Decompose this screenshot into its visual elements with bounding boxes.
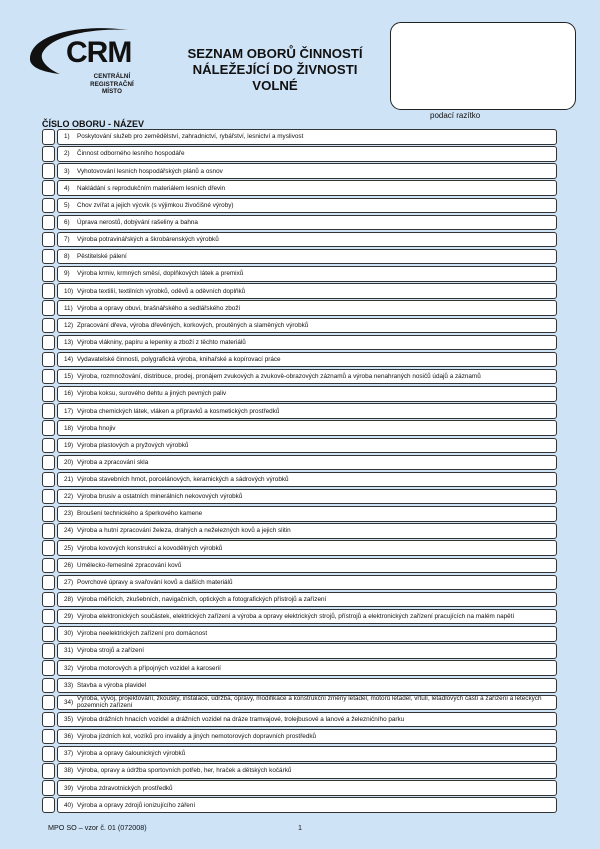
selection-box[interactable] <box>42 420 55 436</box>
table-row <box>42 198 557 214</box>
selection-box[interactable] <box>42 746 55 762</box>
activity-number: 25) <box>64 544 74 552</box>
activity-name: Výroba drážních hnacích vozidel a drážních vozidel na dráze tramvajové, trolejbusové a lanové a železničního parku <box>77 716 405 724</box>
activity-cell <box>57 129 557 145</box>
table-row <box>42 472 557 488</box>
selection-box[interactable] <box>42 540 55 556</box>
page-title <box>170 46 380 94</box>
selection-box[interactable] <box>42 438 55 454</box>
table-row <box>42 249 557 265</box>
activity-number: 22) <box>64 493 74 501</box>
selection-box[interactable] <box>42 318 55 334</box>
table-row <box>42 455 557 471</box>
selection-box[interactable] <box>42 472 55 488</box>
activity-cell <box>57 335 557 351</box>
activity-cell <box>57 403 557 419</box>
selection-box[interactable] <box>42 403 55 419</box>
selection-box[interactable] <box>42 266 55 282</box>
table-row <box>42 129 557 145</box>
activity-number: 28) <box>64 596 74 604</box>
selection-box[interactable] <box>42 609 55 625</box>
activity-name: Pěstitelské pálení <box>77 253 127 261</box>
selection-box[interactable] <box>42 678 55 694</box>
activity-cell <box>57 592 557 608</box>
activity-cell <box>57 232 557 248</box>
activity-number: 15) <box>64 373 74 381</box>
table-row <box>42 146 557 162</box>
activity-number: 37) <box>64 750 74 758</box>
activity-cell <box>57 678 557 694</box>
selection-box[interactable] <box>42 146 55 162</box>
activity-number: 10) <box>64 287 74 295</box>
table-row <box>42 678 557 694</box>
activity-number: 14) <box>64 356 74 364</box>
activity-cell <box>57 506 557 522</box>
selection-box[interactable] <box>42 523 55 539</box>
logo-subtitle-line1: CENTRÁLNÍ <box>93 73 131 80</box>
activity-name: Výroba a opravy čalounických výrobků <box>77 750 186 758</box>
activity-cell <box>57 180 557 196</box>
logo-text: CRM <box>66 36 132 69</box>
activity-cell <box>57 386 557 402</box>
table-row <box>42 695 557 711</box>
form-id: MPO SO – vzor č. 01 (072008) <box>48 823 147 832</box>
activity-cell <box>57 575 557 591</box>
table-row <box>42 506 557 522</box>
activity-number: 35) <box>64 716 74 724</box>
activity-number: 5) <box>64 201 70 209</box>
table-row <box>42 780 557 796</box>
selection-box[interactable] <box>42 489 55 505</box>
activity-number: 2) <box>64 150 70 158</box>
activity-name: Poskytování služeb pro zemědělství, zahradnictví, rybářství, lesnictví a myslivost <box>77 133 304 141</box>
activity-name: Stavba a výroba plavidel <box>77 681 147 689</box>
activity-list <box>42 129 557 815</box>
activity-cell <box>57 146 557 162</box>
activity-name: Výroba krmiv, krmných směsí, doplňkových látek a premixů <box>77 270 244 278</box>
table-row <box>42 215 557 231</box>
selection-box[interactable] <box>42 780 55 796</box>
activity-name: Vydavatelské činnosti, polygrafická výroba, knihařské a kopírovací práce <box>77 356 281 364</box>
table-row <box>42 163 557 179</box>
table-row <box>42 643 557 659</box>
table-row <box>42 300 557 316</box>
activity-number: 23) <box>64 510 74 518</box>
activity-cell <box>57 660 557 676</box>
activity-cell <box>57 163 557 179</box>
activity-name: Výroba a hutní zpracování železa, drahých a neželezných kovů a jejich slitin <box>77 527 291 535</box>
page-title-line1: SEZNAM OBORŮ ČINNOSTÍ <box>187 46 363 61</box>
activity-number: 6) <box>64 218 70 226</box>
activity-name: Nakládání s reprodukčním materiálem lesních dřevin <box>77 184 226 192</box>
table-row <box>42 369 557 385</box>
activity-number: 36) <box>64 733 74 741</box>
table-row <box>42 386 557 402</box>
stamp-box[interactable] <box>390 22 576 110</box>
table-row <box>42 660 557 676</box>
activity-cell <box>57 763 557 779</box>
activity-name: Výroba, rozmnožování, distribuce, prodej, pronájem zvukových a zvukově-obrazových záznamů a výroba nenahraných nosičů údajů a záznamů <box>77 373 481 381</box>
activity-cell <box>57 369 557 385</box>
table-row <box>42 763 557 779</box>
activity-name: Výroba, opravy a údržba sportovních potřeb, her, hraček a dětských kočárků <box>77 767 292 775</box>
table-row <box>42 403 557 419</box>
logo-subtitle <box>84 73 140 96</box>
table-row <box>42 420 557 436</box>
activity-cell <box>57 729 557 745</box>
activity-name: Vyhotovování lesních hospodářských plánů a osnov <box>77 167 223 175</box>
activity-cell <box>57 540 557 556</box>
table-row <box>42 609 557 625</box>
activity-name: Výroba neelektrických zařízení pro domácnost <box>77 630 208 638</box>
table-row <box>42 626 557 642</box>
activity-name: Broušení technického a šperkového kamene <box>77 510 203 518</box>
activity-cell <box>57 438 557 454</box>
activity-number: 34) <box>64 698 74 706</box>
selection-box[interactable] <box>42 695 55 711</box>
activity-cell <box>57 609 557 625</box>
activity-cell <box>57 746 557 762</box>
table-row <box>42 746 557 762</box>
activity-name: Výroba strojů a zařízení <box>77 647 144 655</box>
activity-cell <box>57 455 557 471</box>
activity-number: 12) <box>64 321 74 329</box>
activity-name: Výroba a opravy obuvi, brašnářského a sedlářského zboží <box>77 304 241 312</box>
page-number: 1 <box>298 823 302 832</box>
activity-name: Výroba kovových konstrukcí a kovodělných výrobků <box>77 544 223 552</box>
activity-name: Výroba zdravotnických prostředků <box>77 784 173 792</box>
activity-cell <box>57 695 557 711</box>
activity-name: Výroba chemických látek, vláken a přípravků a kosmetických prostředků <box>77 407 280 415</box>
activity-number: 32) <box>64 664 74 672</box>
activity-name: Výroba koksu, surového dehtu a jiných pevných paliv <box>77 390 227 398</box>
activity-number: 11) <box>64 304 73 312</box>
activity-name: Výroba a zpracování skla <box>77 458 149 466</box>
activity-name: Výroba plastových a pryžových výrobků <box>77 441 189 449</box>
activity-cell <box>57 318 557 334</box>
activity-number: 29) <box>64 613 74 621</box>
selection-box[interactable] <box>42 300 55 316</box>
activity-number: 1) <box>64 133 70 141</box>
activity-number: 26) <box>64 561 74 569</box>
selection-box[interactable] <box>42 163 55 179</box>
activity-number: 33) <box>64 681 74 689</box>
activity-cell <box>57 797 557 813</box>
activity-number: 21) <box>64 476 74 484</box>
table-row <box>42 540 557 556</box>
table-row <box>42 523 557 539</box>
activity-number: 27) <box>64 578 74 586</box>
selection-box[interactable] <box>42 592 55 608</box>
activity-name: Výroba a opravy zdrojů ionizujícího záření <box>77 801 196 809</box>
activity-cell <box>57 420 557 436</box>
selection-box[interactable] <box>42 660 55 676</box>
selection-box[interactable] <box>42 369 55 385</box>
table-row <box>42 592 557 608</box>
activity-number: 3) <box>64 167 70 175</box>
selection-box[interactable] <box>42 198 55 214</box>
activity-cell <box>57 712 557 728</box>
table-row <box>42 489 557 505</box>
table-row <box>42 232 557 248</box>
activity-name: Výroba hnojiv <box>77 424 116 432</box>
table-row <box>42 797 557 813</box>
activity-number: 18) <box>64 424 74 432</box>
selection-box[interactable] <box>42 215 55 231</box>
selection-box[interactable] <box>42 558 55 574</box>
activity-cell <box>57 643 557 659</box>
table-row <box>42 335 557 351</box>
selection-box[interactable] <box>42 232 55 248</box>
activity-cell <box>57 266 557 282</box>
table-row <box>42 266 557 282</box>
activity-number: 4) <box>64 184 70 192</box>
table-row <box>42 318 557 334</box>
activity-number: 17) <box>64 407 74 415</box>
activity-number: 20) <box>64 458 74 466</box>
table-row <box>42 438 557 454</box>
activity-number: 8) <box>64 253 70 261</box>
selection-box[interactable] <box>42 455 55 471</box>
activity-name: Výroba stavebních hmot, porcelánových, keramických a sádrových výrobků <box>77 476 289 484</box>
activity-cell <box>57 215 557 231</box>
activity-cell <box>57 626 557 642</box>
activity-number: 13) <box>64 338 74 346</box>
activity-number: 31) <box>64 647 74 655</box>
activity-number: 30) <box>64 630 74 638</box>
activity-cell <box>57 780 557 796</box>
activity-cell <box>57 198 557 214</box>
selection-box[interactable] <box>42 797 55 813</box>
activity-cell <box>57 472 557 488</box>
activity-name: Činnost odborného lesního hospodáře <box>77 150 185 158</box>
logo-subtitle-line2: REGISTRAČNÍ MÍSTO <box>90 80 134 95</box>
selection-box[interactable] <box>42 763 55 779</box>
table-row <box>42 283 557 299</box>
selection-box[interactable] <box>42 129 55 145</box>
activity-number: 39) <box>64 784 74 792</box>
table-row <box>42 180 557 196</box>
selection-box[interactable] <box>42 352 55 368</box>
activity-cell <box>57 558 557 574</box>
activity-name: Výroba, vývoj, projektování, zkoušky, instalace, údržba, opravy, modifikace a konstrukční změny letadel, motorů letadel, vrtulí, letadlových částí a zařízení a leteckých pozemních zařízení <box>77 695 542 710</box>
activity-number: 38) <box>64 767 74 775</box>
activity-name: Výroba vlákniny, papíru a lepenky a zboží z těchto materiálů <box>77 338 246 346</box>
activity-number: 9) <box>64 270 70 278</box>
activity-name: Výroba elektronických součástek, elektrických zařízení a výroba a opravy elektrických strojů, přístrojů a elektronických zařízení pracujících na malém napětí <box>77 613 515 621</box>
activity-name: Výroba brusiv a ostatních minerálních nekovových výrobků <box>77 493 243 501</box>
activity-name: Výroba měřicích, zkušebních, navigačních, optických a fotografických přístrojů a zařízení <box>77 596 327 604</box>
activity-name: Úprava nerostů, dobývání rašeliny a bahna <box>77 218 198 226</box>
selection-box[interactable] <box>42 643 55 659</box>
selection-box[interactable] <box>42 626 55 642</box>
activity-number: 16) <box>64 390 74 398</box>
activity-cell <box>57 249 557 265</box>
selection-box[interactable] <box>42 575 55 591</box>
selection-box[interactable] <box>42 386 55 402</box>
table-row <box>42 352 557 368</box>
activity-cell <box>57 300 557 316</box>
table-row <box>42 558 557 574</box>
activity-name: Výroba motorových a přípojných vozidel a karoserií <box>77 664 221 672</box>
activity-cell <box>57 489 557 505</box>
activity-number: 24) <box>64 527 74 535</box>
table-heading: ČÍSLO OBORU - NÁZEV <box>42 119 145 129</box>
table-row <box>42 712 557 728</box>
activity-name: Zpracování dřeva, výroba dřevěných, korkových, proutěných a slaměných výrobků <box>77 321 309 329</box>
activity-name: Výroba jízdních kol, vozíků pro invalidy a jiných nemotorových dopravních prostředků <box>77 733 317 741</box>
activity-cell <box>57 283 557 299</box>
activity-cell <box>57 352 557 368</box>
activity-name: Povrchové úpravy a svařování kovů a dalších materiálů <box>77 578 233 586</box>
page-title-line2: NÁLEŽEJÍCÍ DO ŽIVNOSTI VOLNÉ <box>192 62 358 93</box>
activity-name: Výroba potravinářských a škrobárenských výrobků <box>77 236 219 244</box>
activity-name: Umělecko-řemeslné zpracování kovů <box>77 561 182 569</box>
activity-number: 40) <box>64 801 74 809</box>
activity-cell <box>57 523 557 539</box>
activity-number: 7) <box>64 236 70 244</box>
selection-box[interactable] <box>42 180 55 196</box>
selection-box[interactable] <box>42 506 55 522</box>
stamp-label: podací razítko <box>430 111 481 120</box>
selection-box[interactable] <box>42 729 55 745</box>
selection-box[interactable] <box>42 335 55 351</box>
selection-box[interactable] <box>42 249 55 265</box>
activity-name: Chov zvířat a jejich výcvik (s výjimkou živočišné výroby) <box>77 201 234 209</box>
selection-box[interactable] <box>42 283 55 299</box>
activity-name: Výroba textilií, textilních výrobků, oděvů a oděvních doplňků <box>77 287 246 295</box>
table-row <box>42 575 557 591</box>
selection-box[interactable] <box>42 712 55 728</box>
table-row <box>42 729 557 745</box>
activity-number: 19) <box>64 441 74 449</box>
